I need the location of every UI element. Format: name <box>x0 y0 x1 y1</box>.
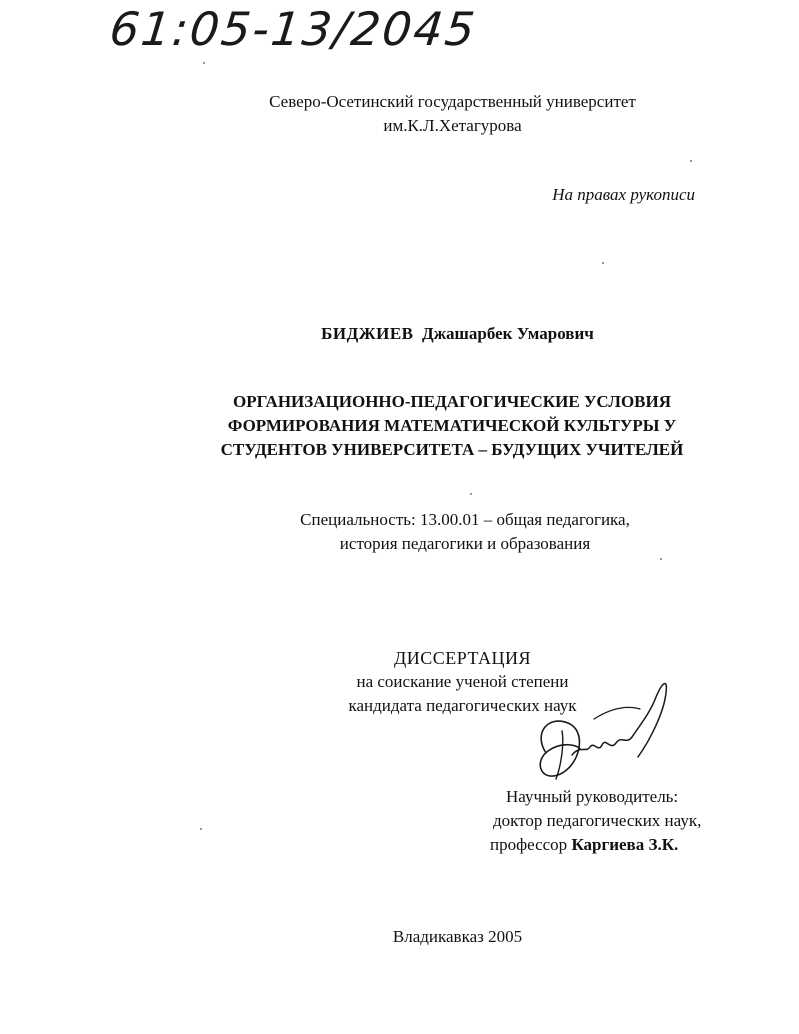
advisor-title-prefix: профессор <box>490 835 568 854</box>
advisor-label: Научный руководитель: <box>506 787 679 806</box>
dissertation-degree-line: кандидата педагогических наук <box>348 696 577 715</box>
handwritten-signature <box>528 675 678 800</box>
dissertation-degree-line: на соискание ученой степени <box>356 672 569 691</box>
dissertation-title <box>172 390 732 462</box>
rights-note: На правах рукописи <box>552 185 695 204</box>
title-line: ФОРМИРОВАНИЯ МАТЕМАТИЧЕСКОЙ КУЛЬТУРЫ У <box>227 416 677 435</box>
specialty-line: Специальность: 13.00.01 – общая педагогика, <box>300 510 630 529</box>
specialty-line: история педагогики и образования <box>339 534 591 553</box>
university-name: Северо-Осетинский государственный университет <box>269 92 636 111</box>
author-name <box>0 324 799 344</box>
city-year: Владикавказ 2005 <box>392 927 523 946</box>
scan-speck <box>602 262 604 264</box>
author-given-names: Джашарбек Умарович <box>422 324 594 343</box>
author-surname: БИДЖИЕВ <box>321 324 414 343</box>
scan-speck <box>660 558 662 560</box>
scan-speck <box>203 62 205 64</box>
advisor-degree: доктор педагогических наук, <box>493 811 702 830</box>
university-block <box>200 90 705 138</box>
scan-speck <box>690 160 692 162</box>
title-line: ОРГАНИЗАЦИОННО-ПЕДАГОГИЧЕСКИЕ УСЛОВИЯ <box>232 392 672 411</box>
advisor-name: Каргиева З.К. <box>571 835 679 854</box>
scan-speck <box>470 493 472 495</box>
archive-code: 61:05-13/2045 <box>107 2 480 56</box>
title-line: СТУДЕНТОВ УНИВЕРСИТЕТА – БУДУЩИХ УЧИТЕЛЕЙ <box>220 440 684 459</box>
dissertation-heading: ДИССЕРТАЦИЯ <box>393 648 532 668</box>
scan-speck <box>200 828 202 830</box>
specialty-block <box>255 508 675 556</box>
advisor-title-name <box>490 833 701 857</box>
advisor-block <box>490 785 701 857</box>
university-dedication: им.К.Л.Хетагурова <box>383 116 522 135</box>
